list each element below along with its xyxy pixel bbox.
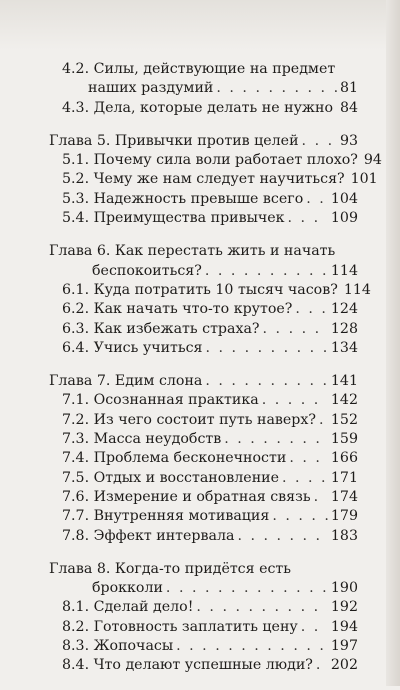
page-number: 192 xyxy=(330,599,358,616)
dot-leader xyxy=(262,391,328,410)
chapter-entry[interactable] xyxy=(0,560,400,599)
page-number: 183 xyxy=(330,527,358,544)
chapter-title: брокколи xyxy=(92,580,163,597)
section-entry[interactable] xyxy=(0,281,400,300)
page-number: 159 xyxy=(330,431,358,448)
section-title: 7.3. Масса неудобств xyxy=(62,431,222,448)
chapter-title: Глава 8. Когда-то придётся есть xyxy=(49,560,292,577)
section-title: 6.2. Как начать что-то крутое? xyxy=(62,301,293,318)
page-number: 134 xyxy=(330,339,358,356)
dot-leader xyxy=(306,190,328,209)
section-entry[interactable] xyxy=(0,469,400,488)
dot-leader xyxy=(288,209,328,228)
dot-leader xyxy=(336,99,337,118)
dot-leader xyxy=(263,320,328,339)
section-title: 8.3. Жопочасы xyxy=(62,638,174,655)
page-number: 190 xyxy=(330,580,358,597)
table-of-contents xyxy=(0,60,400,690)
dot-leader xyxy=(319,411,328,430)
chapter-title: Глава 6. Как перестать жить и начать xyxy=(49,243,336,260)
page-number: 174 xyxy=(330,488,358,505)
section-title: 6.4. Учись учиться xyxy=(62,339,203,356)
dot-leader xyxy=(302,132,337,151)
section-entry[interactable] xyxy=(0,391,400,410)
section-entry[interactable] xyxy=(0,300,400,319)
chapter-entry[interactable] xyxy=(0,132,400,151)
page-number: 202 xyxy=(330,657,358,674)
section-entry[interactable] xyxy=(0,320,400,339)
page-number: 101 xyxy=(350,171,378,188)
section-entry[interactable] xyxy=(0,209,400,228)
section-entry[interactable] xyxy=(0,60,400,99)
page-number: 109 xyxy=(330,210,358,227)
section-entry[interactable] xyxy=(0,170,400,189)
section-title: 5.3. Надежность превыше всего xyxy=(62,190,304,207)
chapter-entry[interactable] xyxy=(0,242,400,281)
section-entry[interactable] xyxy=(0,656,400,675)
section-entry[interactable] xyxy=(0,430,400,449)
section-entry[interactable] xyxy=(0,449,400,468)
section-title: 6.3. Как избежать страха? xyxy=(62,320,260,337)
chapter-title: беспокоиться? xyxy=(92,262,202,279)
section-title: 5.4. Преимущества привычек xyxy=(62,210,285,227)
section-title: 7.2. Из чего состоит путь наверх? xyxy=(62,411,316,428)
chapter-entry[interactable] xyxy=(0,372,400,391)
page-number: 104 xyxy=(330,190,358,207)
section-title: 7.8. Эффект интервала xyxy=(62,527,235,544)
dot-leader xyxy=(216,79,337,98)
page-number: 197 xyxy=(330,638,358,655)
page-number: 171 xyxy=(330,469,358,486)
chapter-title: Глава 7. Едим слона xyxy=(49,373,203,390)
section-entry[interactable] xyxy=(0,527,400,546)
section-entry[interactable] xyxy=(0,99,400,118)
section-entry[interactable] xyxy=(0,411,400,430)
section-entry[interactable] xyxy=(0,507,400,526)
dot-leader xyxy=(205,372,328,391)
section-entry[interactable] xyxy=(0,488,400,507)
section-title: 7.5. Отдых и восстановление xyxy=(62,469,279,486)
page-number: 124 xyxy=(330,301,358,318)
page-number: 141 xyxy=(330,373,358,390)
page-number: 114 xyxy=(343,281,371,298)
section-title: 5.1. Почему сила воли работает плохо? xyxy=(62,152,358,169)
dot-leader xyxy=(282,469,328,488)
section-title: 4.3. Дела, которые делать не нужно xyxy=(62,99,333,116)
section-title: 7.6. Измерение и обратная связь xyxy=(62,488,311,505)
dot-leader xyxy=(206,339,328,358)
page-number: 179 xyxy=(330,508,358,525)
dot-leader xyxy=(205,262,328,281)
section-entry[interactable] xyxy=(0,618,400,637)
page-number: 152 xyxy=(330,411,358,428)
section-title: 5.2. Чему же нам следует научиться? xyxy=(62,171,345,188)
section-entry[interactable] xyxy=(0,598,400,617)
page-number: 93 xyxy=(339,132,358,149)
section-title: 7.7. Внутренняя мотивация xyxy=(62,508,270,525)
dot-leader xyxy=(295,300,328,319)
section-entry[interactable] xyxy=(0,339,400,358)
page-number: 166 xyxy=(330,450,358,467)
toc-group xyxy=(0,242,400,358)
dot-leader xyxy=(301,618,328,637)
page-number: 128 xyxy=(330,320,358,337)
section-title: 7.1. Осознанная практика xyxy=(62,392,259,409)
dot-leader xyxy=(316,656,328,675)
toc-group xyxy=(0,132,400,228)
page-number: 81 xyxy=(339,80,358,97)
dot-leader xyxy=(196,598,328,617)
chapter-title: Глава 5. Привычки против целей xyxy=(49,132,299,149)
section-title: 4.2. Силы, действующие на предмет xyxy=(62,61,336,77)
section-title: 7.4. Проблема бесконечности xyxy=(62,450,287,467)
section-title: 8.4. Что делают успешные люди? xyxy=(62,657,313,674)
toc-group xyxy=(0,60,400,118)
section-entry[interactable] xyxy=(0,637,400,656)
section-title: наших раздумий xyxy=(88,80,214,97)
dot-leader xyxy=(289,449,328,468)
page-number: 114 xyxy=(330,262,358,279)
page-number: 84 xyxy=(339,99,358,116)
dot-leader xyxy=(272,507,328,526)
dot-leader xyxy=(166,579,328,598)
page-number: 142 xyxy=(330,392,358,409)
page-number: 194 xyxy=(330,618,358,635)
dot-leader xyxy=(224,430,328,449)
section-title: 8.1. Сделай дело! xyxy=(62,599,194,616)
toc-group xyxy=(0,372,400,546)
section-title: 6.1. Куда потратить 10 тысяч часов? xyxy=(62,281,338,298)
dot-leader xyxy=(314,488,328,507)
section-title: 8.2. Готовность заплатить цену xyxy=(62,618,298,635)
dot-leader xyxy=(176,637,328,656)
dot-leader xyxy=(237,527,327,546)
section-entry[interactable] xyxy=(0,190,400,209)
page-top-shadow xyxy=(0,0,400,50)
page-number: 94 xyxy=(363,152,382,169)
section-entry[interactable] xyxy=(0,151,400,170)
toc-group xyxy=(0,560,400,676)
